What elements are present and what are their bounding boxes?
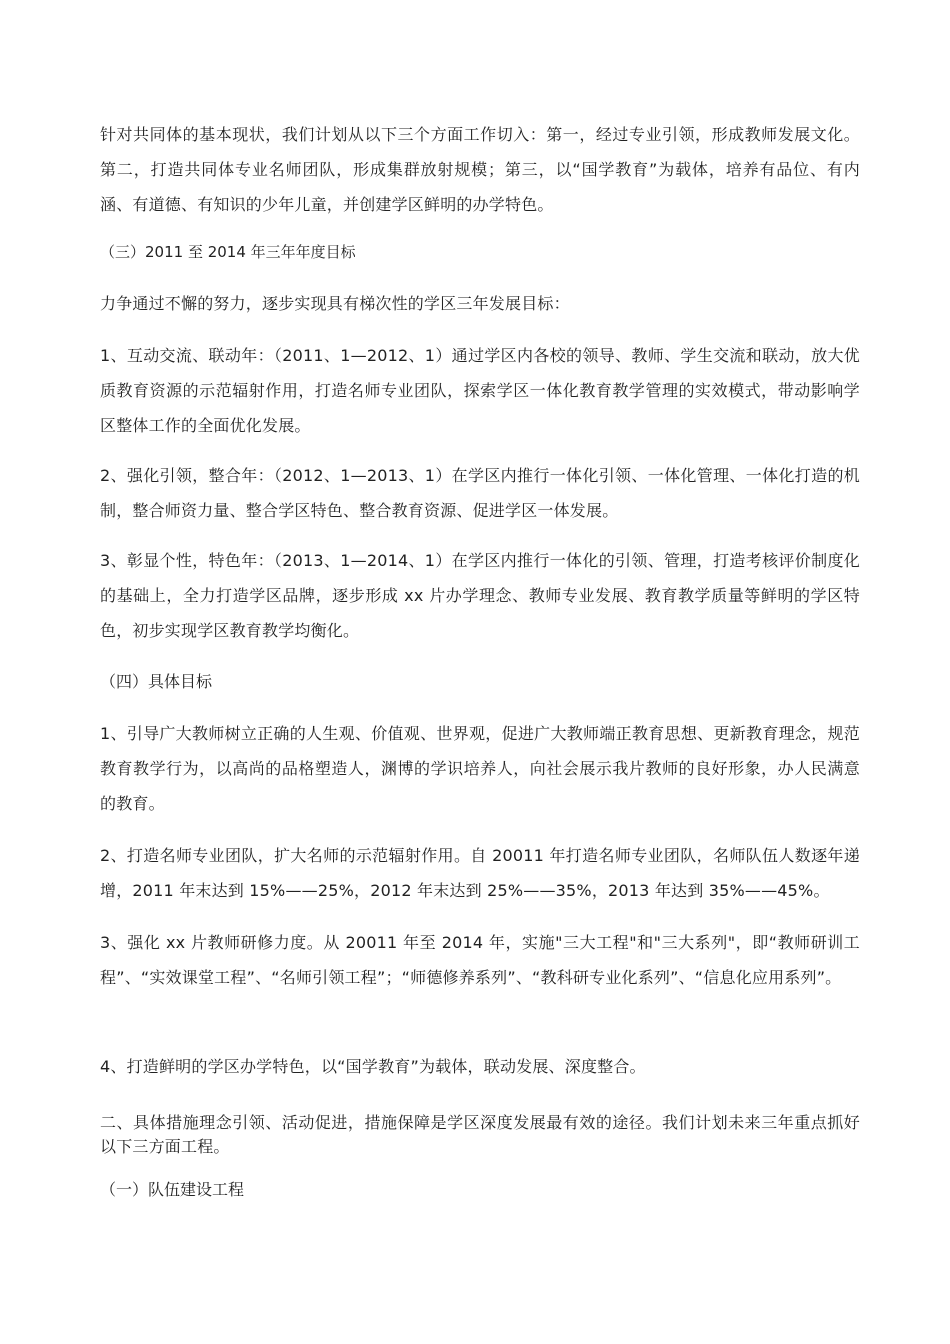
section-heading-specific-goals: （四）具体目标: [100, 672, 213, 691]
goals-intro-paragraph: 力争通过不懈的努力，逐步实现具有梯次性的学区三年发展目标：: [100, 294, 570, 313]
section-heading-three-year-goals: （三）2011 至 2014 年三年年度目标: [100, 243, 356, 261]
specific-goal-3-paragraph: 3、强化 xx 片教师研修力度。从 20011 年至 2014 年，实施"三大工程"和"三大系列"，即“教师研训工程”、“实效课堂工程”、“名师引领工程”；“师德修养系列”、“教科研专业化系列”、“信息化应用系列”。: [100, 933, 860, 987]
goal-2-paragraph: 2、强化引领，整合年：（2012、1—2013、1）在学区内推行一体化引领、一体化管理、一体化打造的机制，整合师资力量、整合学区特色、整合教育资源、促进学区一体发展。: [100, 466, 860, 520]
specific-goal-2-paragraph: 2、打造名师专业团队，扩大名师的示范辐射作用。自 20011 年打造名师专业团队，名师队伍人数逐年递增，2011 年末达到 15%——25%，2012 年末达到 25%——35%，2013 年达到 35%——45%。: [100, 846, 860, 900]
goal-3-paragraph: 3、彰显个性，特色年：（2013、1—2014、1）在学区内推行一体化的引领、管理，打造考核评价制度化的基础上，全力打造学区品牌，逐步形成 xx 片办学理念、教师专业发展、教育教学质量等鲜明的学区特色，初步实现学区教育教学均衡化。: [100, 551, 860, 640]
measures-paragraph: 二、具体措施理念引领、活动促进，措施保障是学区深度发展最有效的途径。我们计划未来三年重点抓好以下三方面工程。: [100, 1113, 860, 1156]
goal-1-paragraph: 1、互动交流、联动年：（2011、1—2012、1）通过学区内各校的领导、教师、学生交流和联动，放大优质教育资源的示范辐射作用，打造名师专业团队，探索学区一体化教育教学管理的实效模式，带动影响学区整体工作的全面优化发展。: [100, 346, 860, 435]
specific-goal-4-paragraph: 4、打造鲜明的学区办学特色，以“国学教育”为载体，联动发展、深度整合。: [100, 1057, 646, 1076]
section-heading-team-building: （一）队伍建设工程: [100, 1180, 245, 1199]
intro-paragraph: 针对共同体的基本现状，我们计划从以下三个方面工作切入：第一，经过专业引领，形成教师发展文化。第二，打造共同体专业名师团队，形成集群放射规模；第三，以“国学教育”为载体，培养有品位、有内涵、有道德、有知识的少年儿童，并创建学区鲜明的办学特色。: [100, 125, 860, 214]
specific-goal-1-paragraph: 1、引导广大教师树立正确的人生观、价值观、世界观，促进广大教师端正教育思想、更新教育理念，规范教育教学行为，以高尚的品格塑造人，渊博的学识培养人，向社会展示我片教师的良好形象，办人民满意的教育。: [100, 724, 860, 813]
